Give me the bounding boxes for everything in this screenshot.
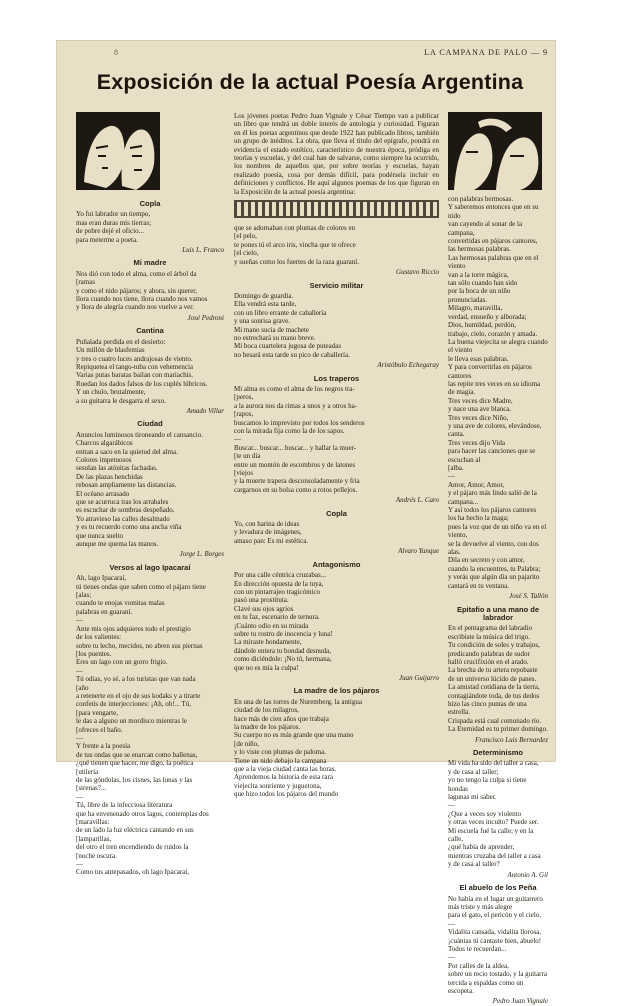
running-head-title: LA CAMPANA DE PALO — 9	[424, 48, 548, 57]
poem-text: que se adornaban con plumas de colores en [el pelo, te pones tú el arco iris, vincha que te ofrece [el cielo, y sueñas como los fuertes de la raza guaraní.	[234, 224, 359, 266]
poem-author: Juan Guijarro	[399, 673, 439, 682]
poem-text: No había en el lugar un guitarrero más triste y más alegre para el gato, el pericón y el cielo. — Vidalita cansada, vidalita llorosa, ¡cuántas tú cantaste bien, abuelo! Todos te recuerdan... — Por calles de la aldea, sobre un recio tostado, y la guitarra tercida a espaldas como un escopeta.	[448, 894, 547, 995]
headline: Exposición de la actual Poesía Argentina	[96, 70, 524, 94]
column-middle	[234, 112, 441, 799]
poem-title: Servicio militar	[309, 280, 364, 290]
poem-title: Cantina	[136, 326, 164, 336]
poem-title: Antagonismo	[312, 559, 361, 569]
poem-title: El abuelo de los Peña	[459, 883, 537, 893]
poem-author: Andrés L. Caro	[395, 496, 439, 505]
newspaper-page	[56, 40, 556, 1006]
column-right	[448, 195, 548, 1006]
column-left	[76, 195, 224, 877]
woodcut-faces-illustration	[76, 112, 160, 190]
poem-text: con palabras hermosas. Y saberemos entonces que en su nido van cayendo al sonar de la campana, convertidas en pájaros cantores, las hermosas palabras. Las hermosas palabras que en el viento van a la torre mágica, tan sólo cuando han sido por la boca de un niño pronunciadas. Milagro, maravilla, verdad, ensueño y alborada; Dios, humildad, perdón, trabajo, cielo, corazón y amada. La buena viejecita se alegra cuando el viento le lleva esas palabras. Y para convertirlas en pájaros cantores las repite tres veces en su idioma de magia. Tres veces dice Madre, y nace una ave blanca. Tres veces dice Niño, y una ave de colores, elevándose, canta. Tres veces dijo Vida para hacer las canciones que se escuchan al [alba. — Amor, Amor, Amor, y el pájaro más lindo salió de la campana... Y así todos los pájaros cantores los ha hecho la maga; pues la voz que de un niño va en el viento, se la devuelve al viento, con dos alas. Dila en secreto y con amor, cuando la encuentres, tu Palabra; y verás que algún día un pajarito cantará en tu ventana.	[448, 195, 548, 590]
poem-text: Puñalada perdida en el desierto: Un millón de blasfemias y tres o cuatro luces andrajosas de viento. Repiquetea el tango-tuba con vehemencia Varias putas baratas bailan con mariachis. Ruedan los dados falsos de los cuplés lúbricos. Y un chulo, brutalmente, a su guitarra le desgarra el sexo.	[76, 337, 208, 405]
poem-title: Versos al lago Ipacaraí	[109, 562, 191, 572]
poem-title: Copla	[326, 508, 347, 518]
running-header	[56, 48, 556, 60]
poem-author: Gustavo Riccio	[396, 268, 439, 277]
poem-text: Yo fui labrador un tiempo, mas eran duras mis tierras; de pobre dejé el oficio... para meterme a poeta.	[76, 210, 152, 244]
page-number: 8	[114, 48, 120, 57]
poem-text: Mi vida ha sido del taller a casa, y de casa al taller; yo no tengo la culpa si tiene hondas lagunas mi saber. — ¿Que a veces soy violento y otras veces inculto? Puede ser. Mi escuela fué la calle; y en la calle, ¿qué había de aprender, mientras cruzaba del taller a casa y de casa al taller?	[448, 759, 541, 869]
poem-text: Ah, lago Ipacaraí, tú tienes ondas que saben como el pájaro tiene [alas; cuando te enojas vomitas malas palabras en guaraní. — Ante mis ojos adquieres todo el prestigio de los valientes: sobre tu lecho, mecidos, no abren sus piernas [los puentes. Eres un lago con un gorro frigio. — Tú odias, yo sé, a los turistas que van nada [año a retenerte en el ojo de sus kodaks y a tirarte confetis de interjecciones: ¡Ah, oh!... Tú, [para vengarte, le das a alguno un mordisco mientras le [ofreces el baño. — Y frente a la poesía de tus ondas que se enarcan como ballenas, ¿qué tienen que hacer, me digo, la poética [utilería de las góndolas, los cisnes, las lunas y las [sirenas?... — Tú, libre de la infecciosa literatura que ha envenenado otros lagos, contemplas dos [maravillas: de un lado la luz eléctrica cantando en sus [lamparillas, del otro el tren encendiendo de ruidos la [noche oscura. — Como tus antepasados, oh lago Ipacaraí,	[76, 574, 209, 877]
poem-author: Alvaro Yunque	[398, 547, 439, 556]
poem-author: José Pedroni	[187, 313, 224, 322]
poem-author: Aristóbulo Echegaray	[377, 361, 439, 370]
poem-title: Ciudad	[137, 419, 163, 429]
poem-author: Jorge L. Borges	[179, 550, 224, 559]
poem-title: Copla	[139, 199, 161, 208]
poem-title: Mi madre	[133, 258, 167, 268]
poem-text: En el pentagrama del labradío escribiste la música del trigo. Tu condición de soles y trabajos, predicando palabras de sudor halló crucifixión en el arado. La brecha de tu artera repobaste de un universo lúcido de panes. La amistad cotidiana de la tierra, contagiándote toda, de tus dedos hizo las cinco puntas de una estrella. Crispada está cual comunado río. La Eternidad es tu primer domingo.	[448, 624, 548, 734]
poem-author: Amado Villar	[186, 406, 224, 415]
poem-text: Anuncios luminosos tironeando el cansancio. Charcos algarábicos entran a saco en la quietud del alma. Colores impetuosos sesulan las atónitas fachadas. De las plazas henchidas rebosan ampliamente las distancias. El océano arrasado que se acurruca tras los arrabales es escuchar de sombras despeñado. Yo atravieso las calles desalmado y es tu recuerdo como una ancha viña que nunca suelto aunque me quema las manos.	[76, 430, 203, 549]
poem-author: Pedro Juan Vignale	[492, 997, 548, 1006]
poem-title: La madre de los pájaros	[293, 686, 380, 696]
poem-text: Nos dió con todo el alma, como el árbol da [ramas y como el nido pájaros; y ahora, sin querer, llora cuando nos tiene, llora cuando nos vamos y llora de alegría cuando nos vuelve a ver.	[76, 269, 208, 312]
poem-text: Mi alma es como el alma de los negros tra- [peros, a la aurora nos da rimas a unos y a otros ha- [rapos, buscamos lo imprevisto por todos los senderos con la mirada fija como la de los sapos. — Buscar... buscar... buscar... y hallar la muer- [te un día entre un montón de escombros y de latones [viejos y la muerte trapera desconsoladamente y fría cargarnos en su bolsa como a rotos pellejos.	[234, 384, 365, 494]
poem-title: Epitafio a una mano de labrador	[456, 604, 540, 622]
poem-author: Antonio A. Gil	[507, 870, 548, 879]
poem-text: Yo, con harina de ideas y levadura de imágenes, amaso pan: Es mi estética.	[234, 520, 309, 545]
poem-title: Los traperos	[313, 373, 360, 383]
poem-text: Domingo de guardia. Ella vendrá esta tarde, con un libro errante de caballería y una sonrisa grave. Mi mano sucia de machete no estrechará su mano breve. Mi boca cuartelera jugosa de puteadas no besará esta tarde su pico de caballería.	[234, 291, 350, 359]
poem-text: En una de las torres de Nuremberg, la antigua ciudad de los milagros, hace más de cien años que trabaja la madre de los pájaros. Su cuerpo no es más grande que una mano [de niño, y lo viste con plumas de paloma. Tiene un nido debajo la campana que a la vieja ciudad canta las horas. Aprendemos la historia de esta rara viejecita sonriente y juguetona, que hizo todos los pájaros del mundo	[234, 697, 362, 799]
intro-paragraph: Los jóvenes poetas Pedro Juan Vignale y César Tiempo van a publicar un libro que tendrá un doble interés de antología y curiosidad. Figuran en él los poetas argentinos que desde 1922 han publicado libros, también un grupo de inéditos. La obra, que lleva el título del epígrafe, pondrá en evidencia el estado estético, característico de nuestra época, pródiga en teorías y escuelas, y del cual han de salvarse, como siempre ha ocurrido, los nombres de aquellos que, por sobre teorías y escuelas, hayan realizado poesía, cosa por demás difícil, para podérsela incluir en definiciones y conflictos. He aquí algunos poemas de los que figuran en la Exposición de la actual poesía argentina:	[234, 112, 441, 196]
poem-author: Luis L. Franco	[182, 246, 224, 255]
poem-title: Determinismo	[472, 748, 523, 757]
decorative-border	[234, 200, 439, 218]
poem-text: Por una calle céntrica cruzabas... En dirección opuesta de la tuya, con un pintarrajeo tragicómico pasó una prostituta. Clavé sus ojos agrios en tu faz, escenario de ternura. ¡Cuánto odio en su mirada sobre tu rostro de inocencia y luna! La miraste hondamente, dándole entera tu bondad desnuda, como diciéndole: ¡No tú, hermana, que no es mía la culpa!	[234, 571, 333, 672]
poem-author: José S. Tallón	[509, 592, 548, 601]
poem-author: Francisco Luis Bernardez	[475, 735, 548, 744]
woodcut-figures-illustration	[448, 112, 542, 190]
